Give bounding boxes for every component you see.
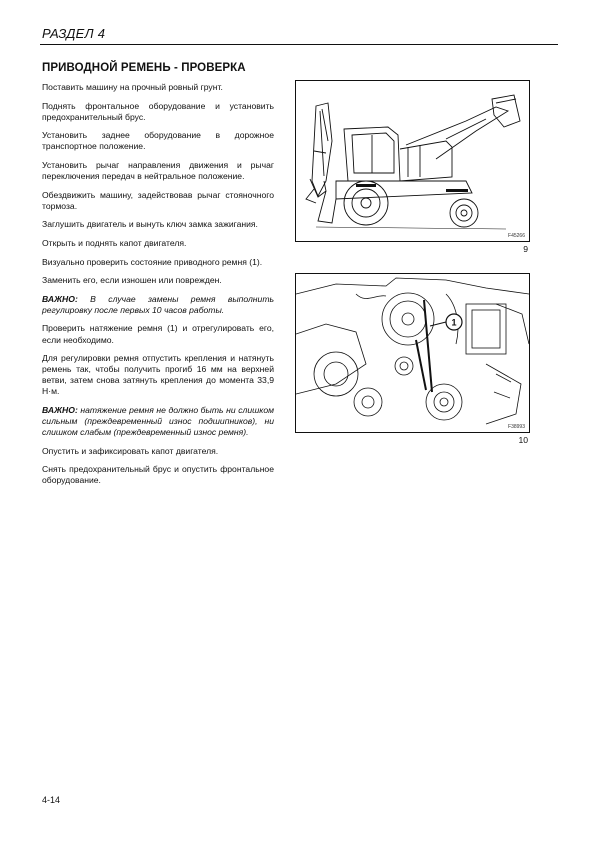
figure-code: F38993	[508, 424, 525, 430]
paragraph: Проверить натяжение ремня (1) и отрегулировать его, если необходимо.	[42, 323, 274, 345]
page-title: ПРИВОДНОЙ РЕМЕНЬ - ПРОВЕРКА	[42, 62, 246, 74]
note-label: ВАЖНО:	[42, 293, 78, 304]
paragraph: Визуально проверить состояние приводного ремня (1).	[42, 256, 263, 267]
figure-drive-belt	[295, 273, 530, 433]
important-note	[42, 405, 274, 438]
figure-code: F45266	[508, 233, 525, 239]
paragraph: Снять предохранительный брус и опустить фронтальное оборудование.	[42, 464, 274, 486]
figure-number: 10	[518, 435, 528, 445]
figure-backhoe-loader	[295, 80, 530, 242]
paragraph: Заменить его, если изношен или поврежден.	[42, 275, 222, 286]
note-text: В случае замены ремня выполнить регулировку после первых 10 часов работы.	[42, 293, 274, 315]
paragraph: Для регулировки ремня отпустить крепления и натянуть ремень так, чтобы получить прогиб 16 мм на верхней ветви, затем снова затянуть крепления до момента 33,9 Н·м.	[42, 353, 274, 397]
paragraph: Установить рычаг направления движения и рычаг переключения передач в нейтральное положение.	[42, 159, 274, 182]
header-divider	[40, 44, 558, 45]
note-label: ВАЖНО:	[42, 404, 78, 415]
paragraph: Обездвижить машину, задействовав рычаг стояночного тормоза.	[42, 189, 274, 211]
page-number: 4-14	[42, 795, 61, 805]
paragraph: Опустить и зафиксировать капот двигателя.	[42, 445, 219, 456]
note-text: натяжение ремня не должно быть ни слишком сильным (преждевременный износ подшипников), ни слишком слабым (преждевременный износ ремня).	[42, 404, 274, 438]
section-header: РАЗДЕЛ 4	[42, 26, 106, 41]
figure-number: 9	[523, 244, 528, 254]
instructions-column	[42, 82, 274, 494]
paragraph: Установить заднее оборудование в дорожное транспортное положение.	[42, 130, 274, 152]
engine-belt-illustration	[296, 274, 529, 432]
callout-label: 1	[451, 317, 457, 328]
paragraph: Заглушить двигатель и вынуть ключ замка зажигания.	[42, 219, 258, 230]
paragraph: Поставить машину на прочный ровный грунт.	[42, 82, 223, 92]
paragraph: Открыть и поднять капот двигателя.	[42, 237, 187, 248]
important-note	[42, 294, 274, 316]
paragraph: Поднять фронтальное оборудование и установить предохранительный брус.	[42, 100, 274, 122]
backhoe-loader-illustration	[296, 81, 529, 241]
